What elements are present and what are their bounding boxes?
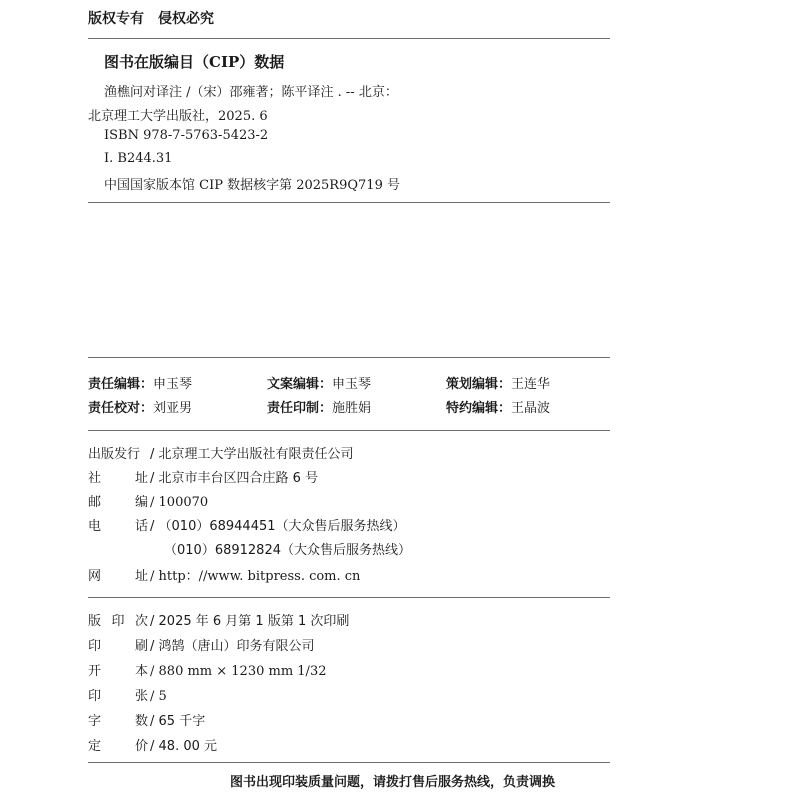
cip-line: Ⅰ. B244.31	[104, 151, 173, 166]
phone-row-2: （010）68912824（大众售后服务热线）	[164, 543, 411, 558]
publisher-row: 出版发行 / 北京理工大学出版社有限责任公司	[88, 447, 354, 462]
price-row: 定 价 / 48. 00 元	[88, 739, 218, 754]
divider-staff-bottom	[88, 430, 610, 431]
website-row: 网 址 / http：//www. bitpress. com. cn	[88, 569, 361, 584]
staff-entry: 责任编辑：申玉琴	[88, 377, 193, 392]
format-row: 开 本 / 880 mm × 1230 mm 1/32	[88, 664, 327, 679]
staff-entry: 责任校对：刘亚男	[88, 401, 193, 416]
staff-entry: 文案编辑：申玉琴	[267, 377, 372, 392]
divider-top	[88, 38, 610, 39]
edition-row: 版 印 次 / 2025 年 6 月第 1 版第 1 次印刷	[88, 614, 350, 629]
cip-title: 图书在版编目（CIP）数据	[104, 53, 285, 71]
sheets-row: 印 张 / 5	[88, 689, 167, 704]
cip-line: 渔樵问对译注 /（宋）邵雍著；陈平译注 . -- 北京：	[104, 85, 398, 100]
printer-row: 印 刷 / 鸿鹄（唐山）印务有限公司	[88, 639, 315, 654]
cip-line: 中国国家版本馆 CIP 数据核字第 2025R9Q719 号	[104, 178, 400, 193]
address-row: 社 址 / 北京市丰台区四合庄路 6 号	[88, 471, 319, 486]
copyright-notice	[88, 8, 214, 28]
phone-row: 电 话 / （010）68944451（大众售后服务热线）	[88, 519, 406, 534]
cip-line: ISBN 978-7-5763-5423-2	[104, 128, 269, 143]
divider-publisher-bottom	[88, 597, 610, 598]
divider-cip-bottom	[88, 202, 610, 203]
piracy-text: 侵权必究	[158, 11, 214, 27]
quality-notice: 图书出现印装质量问题，请拨打售后服务热线，负责调换	[230, 775, 556, 790]
staff-entry: 特约编辑：王晶波	[446, 401, 551, 416]
staff-entry: 策划编辑：王连华	[446, 377, 551, 392]
divider-staff-top	[88, 357, 610, 358]
divider-bottom	[88, 762, 610, 763]
copyright-text: 版权专有	[88, 11, 144, 27]
staff-entry: 责任印制：施胜娟	[267, 401, 372, 416]
wordcount-row: 字 数 / 65 千字	[88, 714, 206, 729]
cip-line: 北京理工大学出版社，2025. 6	[88, 109, 268, 124]
postcode-row: 邮 编 / 100070	[88, 495, 209, 510]
